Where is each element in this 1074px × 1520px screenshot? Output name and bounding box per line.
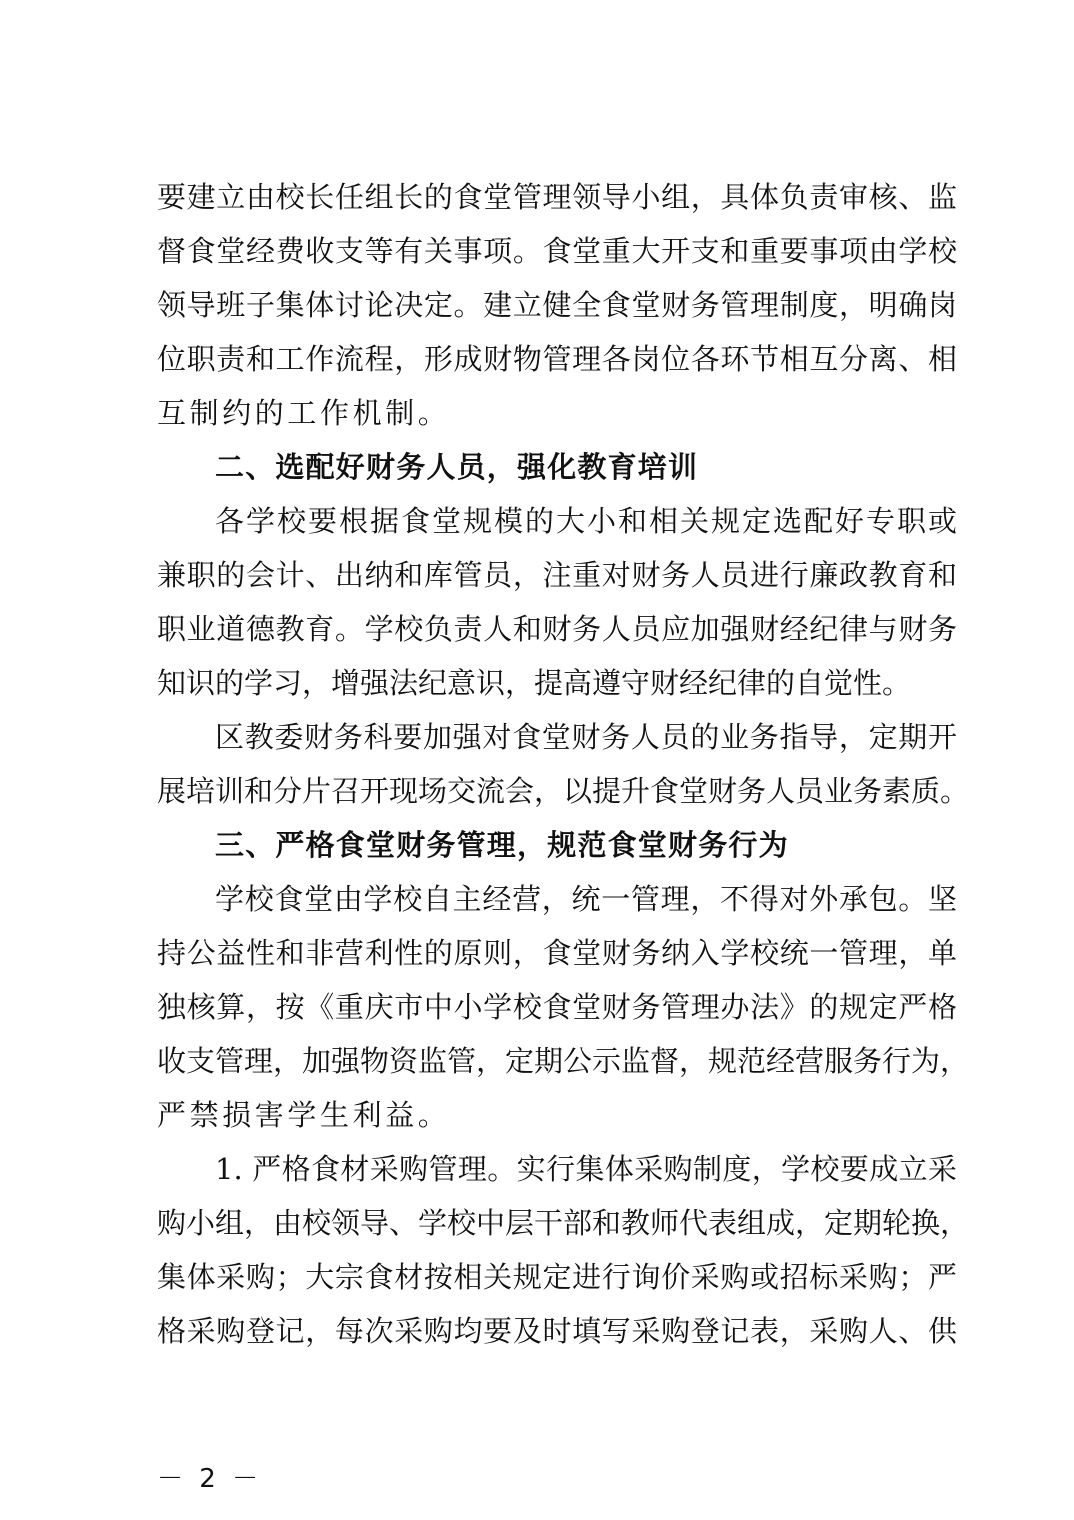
body-text-line: 区教委财务科要加强对食堂财务人员的业务指导，定期开 — [215, 720, 957, 754]
body-text-line: 严禁损害学生利益。 — [157, 1098, 451, 1132]
numbered-item-line: 1. 严格食材采购管理。实行集体采购制度，学校要成立采 — [215, 1152, 957, 1186]
body-text-line: 互制约的工作机制。 — [157, 396, 451, 430]
body-text-line: 知识的学习，增强法纪意识，提高遵守财经纪律的自觉性。 — [157, 666, 912, 700]
body-text-line: 要建立由校长任组长的食堂管理领导小组，具体负责审核、监 — [157, 180, 957, 214]
body-text-line: 督食堂经费收支等有关事项。食堂重大开支和重要事项由学校 — [157, 234, 957, 268]
body-text-line: 职业道德教育。学校负责人和财务人员应加强财经纪律与财务 — [157, 612, 957, 646]
section-heading-3: 三、严格食堂财务管理，规范食堂财务行为 — [215, 828, 789, 862]
body-text-line: 兼职的会计、出纳和库管员，注重对财务人员进行廉政教育和 — [157, 558, 957, 592]
body-text-line: 集体采购；大宗食材按相关规定进行询价采购或招标采购；严 — [157, 1260, 957, 1294]
body-text-line: 收支管理，加强物资监管，定期公示监督，规范经营服务行为， — [157, 1044, 970, 1078]
body-text-line: 领导班子集体讨论决定。建立健全食堂财务管理制度，明确岗 — [157, 288, 957, 322]
section-heading-2: 二、选配好财务人员，强化教育培训 — [215, 450, 699, 484]
page-number: － 2 － — [157, 1464, 263, 1494]
body-text-line: 独核算，按《重庆市中小学校食堂财务管理办法》的规定严格 — [157, 990, 957, 1024]
body-text-line: 各学校要根据食堂规模的大小和相关规定选配好专职或 — [215, 504, 957, 538]
body-text-line: 持公益性和非营利性的原则，食堂财务纳入学校统一管理，单 — [157, 936, 957, 970]
body-text-line: 位职责和工作流程，形成财物管理各岗位各环节相互分离、相 — [157, 342, 957, 376]
body-text-line: 格采购登记，每次采购均要及时填写采购登记表，采购人、供 — [157, 1314, 957, 1348]
body-text-line: 展培训和分片召开现场交流会，以提升食堂财务人员业务素质。 — [157, 774, 970, 808]
body-text-line: 学校食堂由学校自主经营，统一管理，不得对外承包。坚 — [215, 882, 957, 916]
body-text-line: 购小组，由校领导、学校中层干部和教师代表组成，定期轮换， — [157, 1206, 970, 1240]
